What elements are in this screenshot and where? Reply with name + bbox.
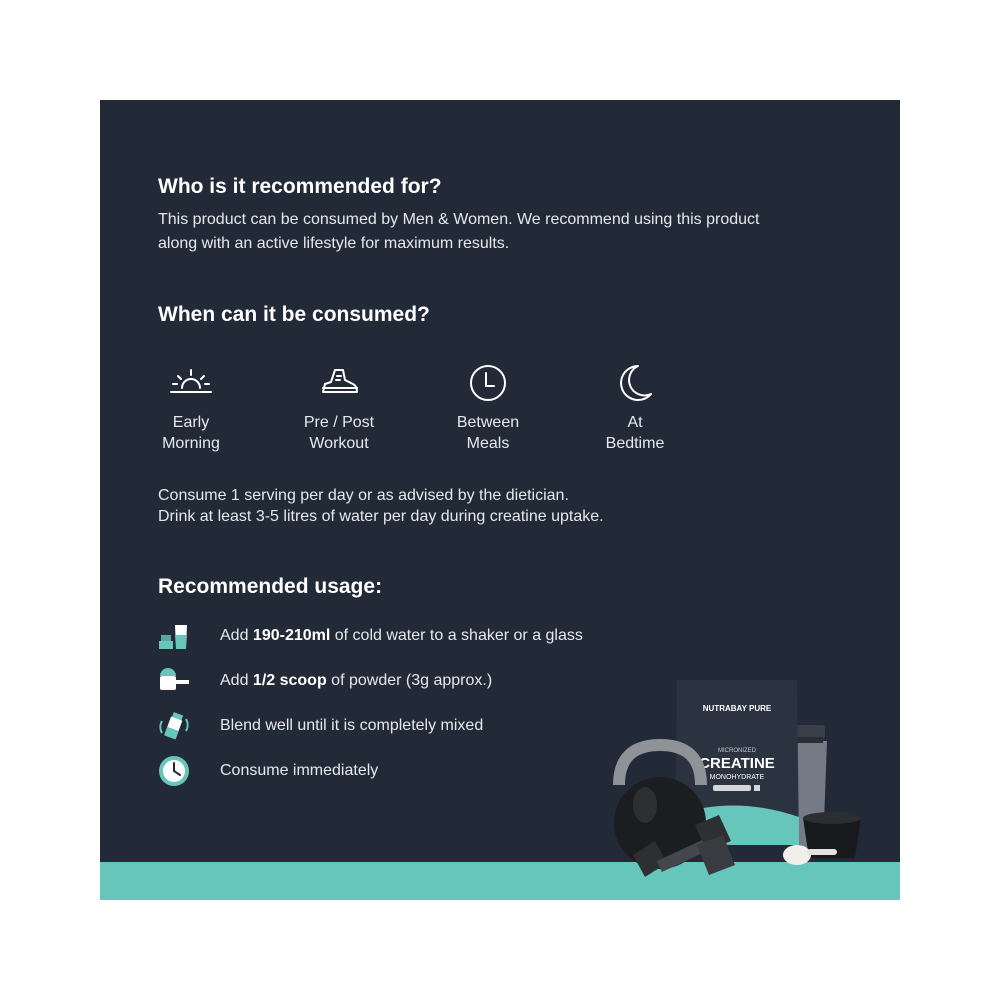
product-brand: NUTRABAY PURE xyxy=(702,704,772,713)
step-text-bold: 190-210ml xyxy=(252,627,331,644)
consumption-heading: When can it be consumed? xyxy=(158,303,430,326)
timing-early-morning xyxy=(131,362,251,454)
usage-step-text xyxy=(220,762,378,780)
timing-label-line1: Early xyxy=(172,414,210,431)
recommended-for-text xyxy=(158,208,858,256)
usage-step-text xyxy=(220,627,583,645)
product-name: CREATINE xyxy=(699,755,775,772)
sunrise-icon xyxy=(169,362,213,402)
usage-step-blend xyxy=(156,708,484,744)
moon-icon xyxy=(613,362,657,402)
timing-bedtime xyxy=(575,362,695,454)
scoop-icon xyxy=(156,663,192,699)
timing-workout xyxy=(279,362,399,454)
product-variant: MONOHYDRATE xyxy=(709,774,765,781)
shaker-icon xyxy=(156,708,192,744)
usage-step-scoop xyxy=(156,663,493,699)
usage-step-water xyxy=(156,618,583,654)
consumption-note xyxy=(158,485,858,527)
info-panel xyxy=(100,100,900,900)
recommended-for-line1: This product can be consumed by Men & Women. We recommend using this product xyxy=(158,211,760,228)
step-text-bold: 1/2 scoop xyxy=(252,672,327,689)
step-text-pre: Add xyxy=(220,672,253,689)
timing-label-line2: Morning xyxy=(162,435,220,452)
timing-label-line1: Between xyxy=(456,414,520,431)
usage-step-text xyxy=(220,717,483,735)
recommended-for-heading: Who is it recommended for? xyxy=(158,175,442,198)
step-text-pre: Blend well until it is completely mixed xyxy=(220,717,484,734)
timing-label-line1: Pre / Post xyxy=(303,414,375,431)
consumption-note-line2: Drink at least 3-5 litres of water per day during creatine uptake. xyxy=(158,508,604,525)
usage-heading: Recommended usage: xyxy=(158,575,383,598)
recommended-for-line2: along with an active lifestyle for maximum results. xyxy=(158,235,510,252)
sneaker-icon xyxy=(317,362,361,402)
stopwatch-icon xyxy=(156,753,192,789)
timing-label-line1: At xyxy=(627,414,643,431)
clock-icon xyxy=(466,362,510,402)
consumption-note-line1: Consume 1 serving per day or as advised by the dietician. xyxy=(158,487,569,504)
timing-label-line2: Bedtime xyxy=(605,435,665,452)
step-text-post: of powder (3g approx.) xyxy=(326,672,493,689)
step-text-post: of cold water to a shaker or a glass xyxy=(330,627,583,644)
step-text-pre: Add xyxy=(220,627,253,644)
product-image xyxy=(585,675,885,895)
step-text-pre: Consume immediately xyxy=(220,762,379,779)
timing-label-line2: Workout xyxy=(309,435,369,452)
product-sub: MICRONIZED xyxy=(718,748,756,754)
usage-step-consume xyxy=(156,753,379,789)
usage-step-text xyxy=(220,672,492,690)
timing-label-line2: Meals xyxy=(466,435,510,452)
timing-between-meals xyxy=(428,362,548,454)
water-glass-icon xyxy=(156,618,192,654)
